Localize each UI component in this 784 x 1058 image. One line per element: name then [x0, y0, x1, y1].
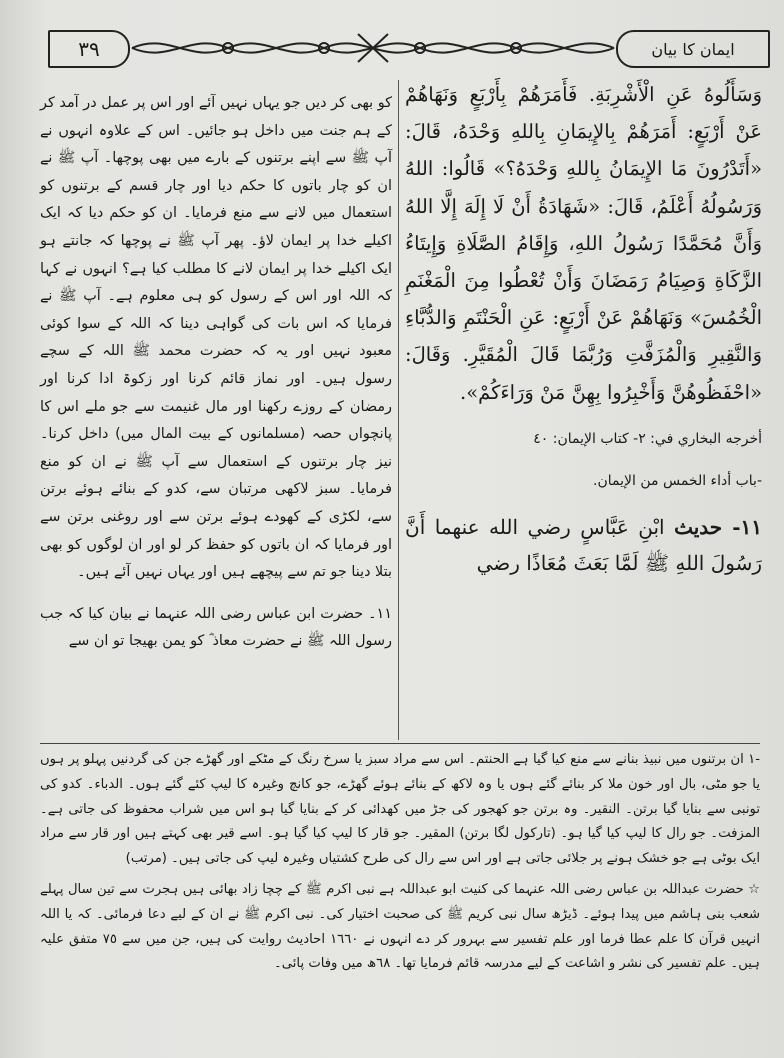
hadith-start	[405, 509, 762, 581]
arabic-hadith-text: وَسَأَلُوهُ عَنِ الْأَشْرِبَةِ. فَأَمَرَهُمْ بِأَرْبَعٍ وَنَهَاهُمْ عَنْ أَرْبَعٍ: أَمَرَهُمْ بِالإِيمَانِ بِاللهِ وَحْدَهُ، قَالَ: «أَتَدْرُونَ مَا الإِيمَانُ بِاللهِ وَحْدَهُ؟» قَالُوا: اللهُ وَرَسُولُهُ أَعْلَمُ، قَالَ: «شَهَادَةُ أَنْ لَا إِلَهَ إِلَّا اللهُ وَأَنَّ مُحَمَّدًا رَسُولُ اللهِ، وَإِقَامُ الصَّلَاةِ وَإِيتَاءُ الزَّكَاةِ وَصِيَامُ رَمَضَانَ وَأَنْ تُعْطُوا مِنَ الْمَغْنَمِ الْخُمُسَ» وَنَهَاهُمْ عَنْ أَرْبَعٍ: عَنِ الْحَنْتَمِ وَالدُّبَّاءِ وَالنَّقِيرِ وَالْمُزَفَّتِ وَرُبَّمَا قَالَ الْمُقَيَّرِ. وَقَالَ: «احْفَظُوهُنَّ وَأَخْبِرُوا بِهِنَّ مَنْ وَرَاءَكُمْ».	[405, 83, 762, 404]
header-ornament	[130, 28, 616, 68]
page-header	[48, 24, 770, 74]
footnotes	[40, 748, 760, 977]
column-divider	[398, 80, 399, 740]
footnote-2: ☆ حضرت عبداللہ بن عباس رضی اللہ عنہما کی کنیت ابو عبداللہ ہے نبی اکرم ﷺ کے چچا زاد بھائی ہیں ہجرت سے تین سال پہلے شعب بنی ہاشم میں پیدا ہوئے۔ ڈیڑھ سال نبی کریم ﷺ کی صحبت اختیار کی۔ نبی اکرم ﷺ نے ان کے لیے دعا فرمائی۔ کہ یا اللہ انہیں قرآن کا علم عطا فرما اور علم تفسیر سے بہرور کر دے انہوں نے ١٦٦٠ احادیث روایت کی ہیں، جن میں سے ٧٥ متفق علیہ ہیں۔ علم تفسیر کی نشر و اشاعت کے لیے مدرسہ قائم فرمایا تھا۔ ٦٨ھ میں وفات پائی۔	[40, 881, 760, 972]
arabic-column	[405, 76, 762, 581]
urdu-translation-next: ١١۔ حضرت ابن عباس رضی اللہ عنہما نے بیان کیا کہ جب رسول اللہ ﷺ نے حضرت معاذ ؓ کو یمن بھیجا تو ان سے	[40, 605, 392, 650]
hadith-number: ١١- حديث	[674, 514, 762, 539]
urdu-column	[40, 90, 392, 656]
footnote-1: -١ ان برتنوں میں نبیذ بنانے سے منع کیا گیا ہے الحنتم۔ اس سے مراد سبز یا سرخ رنگ کے مٹکے اور گھڑے جن کی گردنیں پہلو پر ہوں یا جو مٹی، بال اور خون ملا کر بنائے گئے ہوں یا وہ لاکھ کے بنائے ہوئے گھڑے، جو کانچ وغیرہ کا لیپ کئے گئے ہوں۔ الدباء۔ کدو کی تونبی سے بنایا گیا برتن۔ النقیر۔ وہ برتن جو کھجور کی جڑ میں کھدائی کر کے بنایا گیا ہو اس میں شراب محفوظ کی جاتی ہے۔ المزفت۔ جو رال کا لیپ کیا گیا ہو۔ (تارکول لگا برتن) المقیر۔ جو قار کا لیپ کیا گیا ہو۔ اسے قیر بھی کہتے ہیں اور قار سے مراد ایک بوٹی ہے جو خشک ہونے پر جلائی جاتی ہے اور اس سے رال کی طرح کشتیاں وغیرہ لیپ کی جاتی ہیں۔ (مرتب)	[40, 752, 760, 867]
reference-chapter: -باب أداء الخمس من الإيمان.	[593, 472, 762, 489]
footnote-rule	[40, 743, 760, 744]
hadith-text: ابْنِ عَبَّاسٍ رضي الله عنهما أَنَّ رَسُولَ اللهِ ﷺ لَمَّا بَعَثَ مُعَاذًا رضي	[405, 514, 762, 575]
page-number: ٣٩	[48, 30, 130, 68]
chapter-title: ایمان کا بیان	[616, 30, 770, 68]
reference-line: أخرجه البخاري في: ٢- كتاب الإيمان: ٤٠	[533, 430, 762, 447]
urdu-translation: کو بھی کر دیں جو یہاں نہیں آئے اور اس پر عمل در آمد کر کے ہم جنت میں داخل ہو جائیں۔ اس کے علاوہ انہوں نے آپ ﷺ سے اپنے برتنوں کے بارے میں بھی پوچھا۔ آپ ﷺ نے ان کو چار باتوں کا حکم دیا اور چار قسم کے برتنوں کو استعمال میں لانے سے منع فرمایا۔ ان کو حکم دیا کہ ایک اکیلے خدا پر ایمان لاؤ۔ پھر آپ ﷺ نے پوچھا کہ جانتے ہو ایک اکیلے خدا پر ایمان لانے کا مطلب کیا ہے؟ انہوں نے کہا کہ اللہ اور اس کے رسول کو ہی معلوم ہے۔ آپ ﷺ نے فرمایا کہ اس بات کی گواہی دینا کہ اللہ کے سوا کوئی معبود نہیں اور یہ کہ حضرت محمد ﷺ اللہ کے سچے رسول ہیں۔ اور نماز قائم کرنا اور زکوۃ ادا کرنا اور رمضان کے روزے رکھنا اور مال غنیمت سے جو ملے اس کا پانچواں حصہ (مسلمانوں کے بیت المال میں) داخل کرنا۔ نیز چار برتنوں کے استعمال سے آپ ﷺ نے ان کو منع فرمایا۔ سبز لاکھی مرتبان سے، کدو کے بنائے ہوئے برتن سے، لکڑی کے کھودے ہوئے برتن سے اور روغنی برتن سے اور فرمایا کہ ان باتوں کو حفظ کر لو اور ان لوگوں کو بھی بتلا دینا جو تم سے پیچھے ہیں اور یہاں نہیں آئے ہیں۔	[40, 95, 392, 581]
